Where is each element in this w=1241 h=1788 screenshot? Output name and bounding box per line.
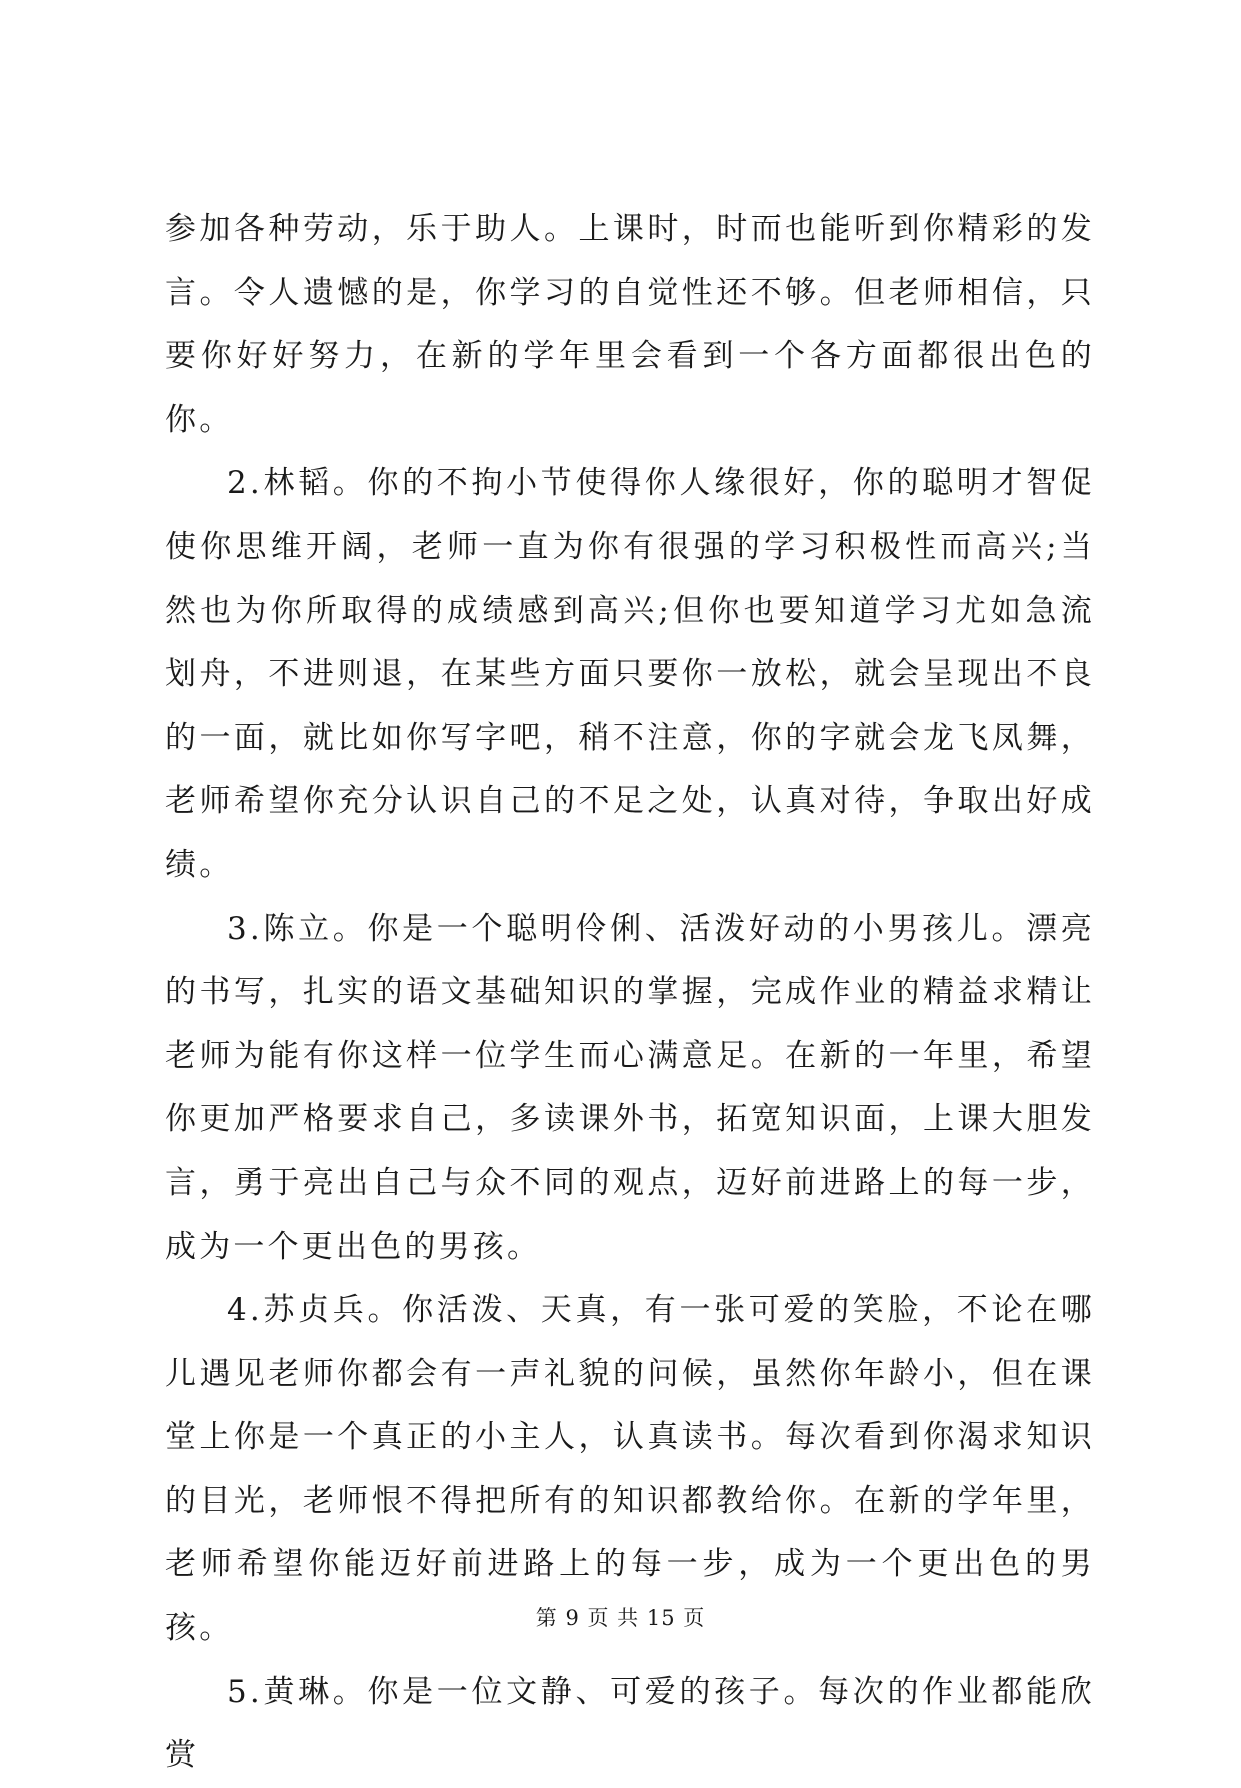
paragraph-continuation: 参加各种劳动，乐于助人。上课时，时而也能听到你精彩的发言。令人遗憾的是，你学习的自觉性还不够。但老师相信，只要你好好努力，在新的学年里会看到一个各方面都很出色的你。: [165, 211, 1095, 438]
document-body: [165, 198, 1095, 1788]
paragraph-item-2: 2.林韬。你的不拘小节使得你人缘很好，你的聪明才智促使你思维开阔，老师一直为你有很强的学习积极性而高兴;当然也为你所取得的成绩感到高兴;但你也要知道学习尤如急流划舟，不进则退，在某些方面只要你一放松，就会呈现出不良的一面，就比如你写字吧，稍不注意，你的字就会龙飞凤舞，老师希望你充分认识自己的不足之处，认真对待，争取出好成绩。: [165, 465, 1095, 883]
paragraph-item-4: 4.苏贞兵。你活泼、天真，有一张可爱的笑脸，不论在哪儿遇见老师你都会有一声礼貌的问候，虽然你年龄小，但在课堂上你是一个真正的小主人，认真读书。每次看到你渴求知识的目光，老师恨不得把所有的知识都教给你。在新的学年里，老师希望你能迈好前进路上的每一步，成为一个更出色的男孩。: [165, 1292, 1095, 1647]
page-number-footer: 第 9 页 共 15 页: [535, 1606, 706, 1630]
paragraph-item-5: 5.黄琳。你是一位文静、可爱的孩子。每次的作业都能欣赏: [165, 1673, 1095, 1774]
paragraph-item-3: 3.陈立。你是一个聪明伶俐、活泼好动的小男孩儿。漂亮的书写，扎实的语文基础知识的掌握，完成作业的精益求精让老师为能有你这样一位学生而心满意足。在新的一年里，希望你更加严格要求自己，多读课外书，拓宽知识面，上课大胆发言，勇于亮出自己与众不同的观点，迈好前进路上的每一步，成为一个更出色的男孩。: [165, 910, 1095, 1265]
